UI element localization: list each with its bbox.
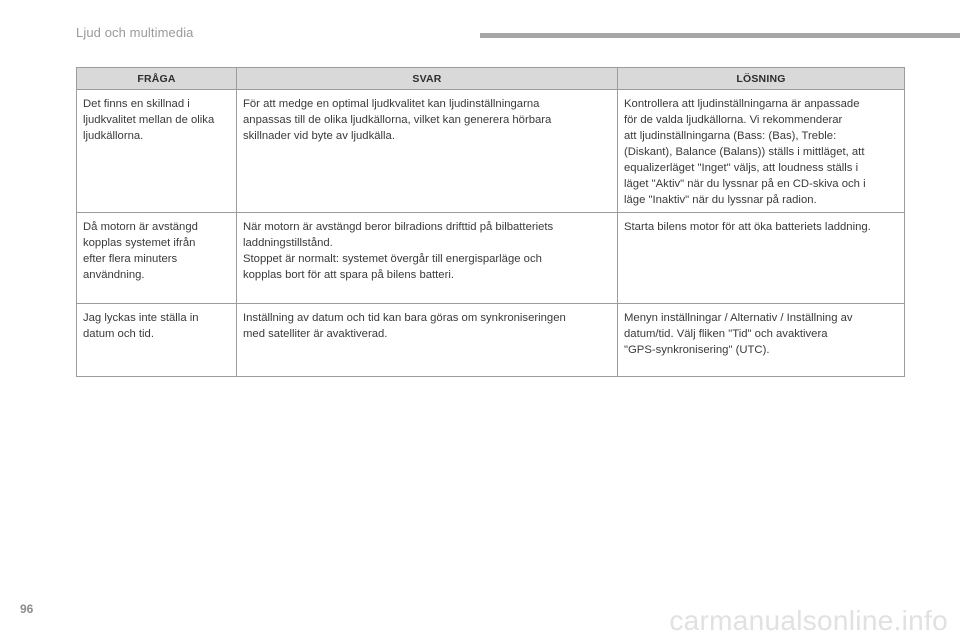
solution-cell: Kontrollera att ljudinställningarna är anpassade för de valda ljudkällorna. Vi rekommenderar att ljudinställningarna (Bass: (Bas), Treble: (Diskant), Balance (Balans)) ställs i mittläget, att equalizerläget "Inget" väljs, att loudness ställs i läget "Aktiv" när du lyssnar på en CD-skiva och i läge "Inaktiv" när du lyssnar på radion. [618,90,905,213]
answer-cell: För att medge en optimal ljudkvalitet kan ljudinställningarna anpassas till de olika ljudkällorna, vilket kan generera hörbara skillnader vid byte av ljudkälla. [237,90,618,213]
watermark: carmanualsonline.info [669,605,948,636]
table-row [77,213,905,304]
table-row [77,90,905,213]
table-row [77,304,905,377]
solution-cell: Menyn inställningar / Alternativ / Inställning av datum/tid. Välj fliken "Tid" och avaktivera "GPS-synkronisering" (UTC). [618,304,905,377]
question-cell: Det finns en skillnad i ljudkvalitet mellan de olika ljudkällorna. [77,90,237,213]
column-header-answer: SVAR [237,68,618,90]
column-header-question: FRÅGA [77,68,237,90]
answer-cell: När motorn är avstängd beror bilradions drifttid på bilbatteriets laddningstillstånd. Stoppet är normalt: systemet övergår till energisparläge och kopplas bort för att spara på bilens batteri. [237,213,618,304]
header-bar [480,33,960,38]
table-header-row [77,68,905,90]
page-number: 96 [20,602,34,616]
troubleshooting-table [76,67,905,377]
question-cell: Då motorn är avstängd kopplas systemet ifrån efter flera minuters användning. [77,213,237,304]
answer-cell: Inställning av datum och tid kan bara göras om synkroniseringen med satelliter är avaktiverad. [237,304,618,377]
solution-cell: Starta bilens motor för att öka batteriets laddning. [618,213,905,304]
question-cell: Jag lyckas inte ställa in datum och tid. [77,304,237,377]
section-title: Ljud och multimedia [76,25,194,40]
column-header-solution: LÖSNING [618,68,905,90]
